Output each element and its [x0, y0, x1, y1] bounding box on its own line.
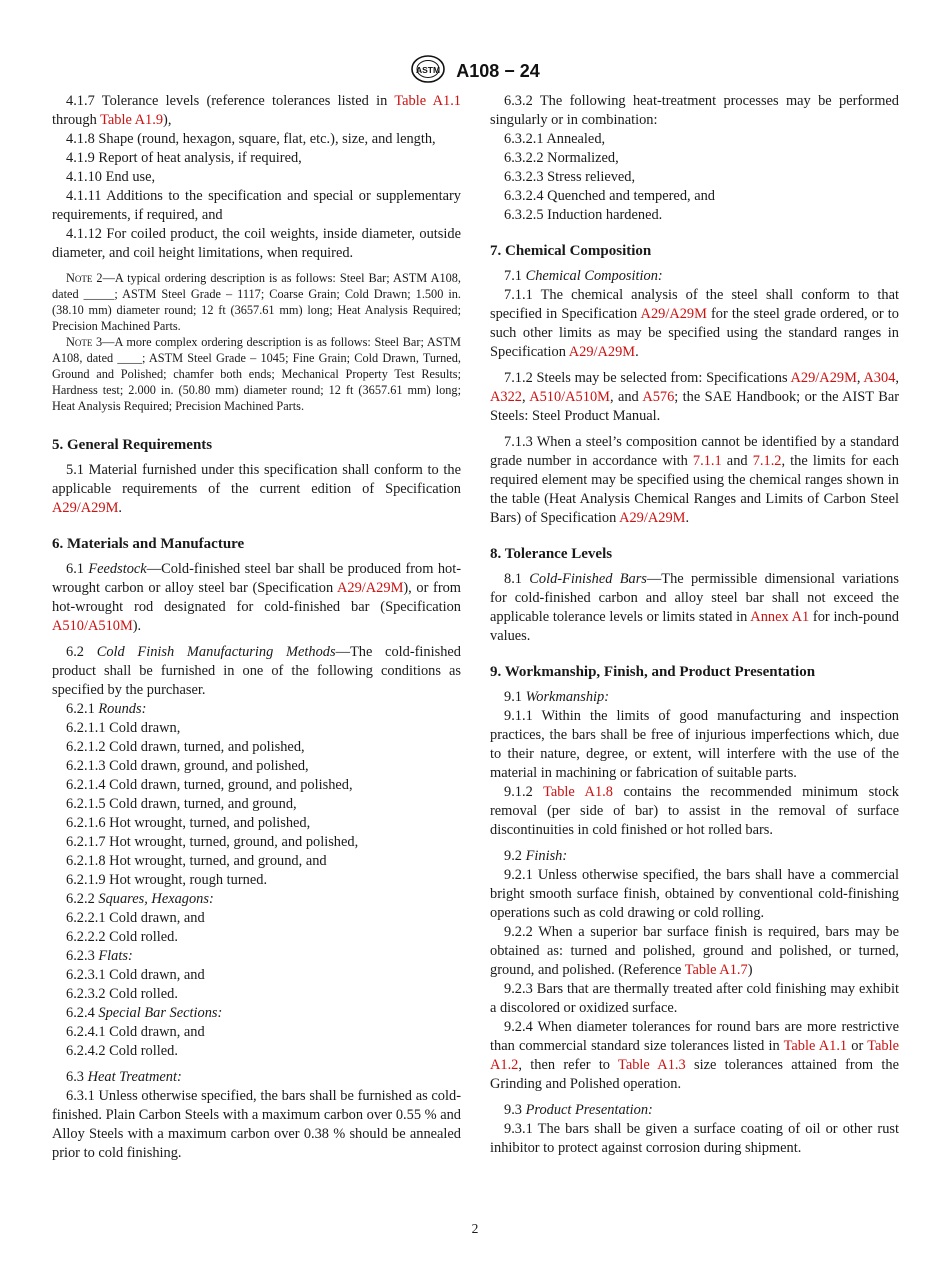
page-header — [0, 54, 950, 89]
link-a29[interactable]: A29/A29M — [568, 344, 636, 360]
clause-6-3: 6.3 Heat Treatment: — [66, 1069, 182, 1085]
svg-text:ASTM: ASTM — [416, 65, 441, 75]
list-item: 6.2.4.2 Cold rolled. — [66, 1043, 178, 1059]
clause-6-2-2: 6.2.2 Squares, Hexagons: — [66, 891, 214, 907]
clause-8-1: 8.1 Cold-Finished Bars—The permissible dimensional variations for cold-finished carbon and alloy steel bar shall not exceed the applicable tolerance levels or limits stated in Annex A1 for inch-pound values. — [490, 571, 899, 644]
section-7-heading: 7. Chemical Composition — [490, 243, 652, 259]
list-item: 6.2.3.1 Cold drawn, and — [66, 967, 205, 983]
note-2: Note 2—A typical ordering description is as follows: Steel Bar; ASTM A108, dated _____; ASTM Steel Grade – 1117; Coarse Grain; Cold Drawn; 1.500 in. (38.10 mm) diameter round; 12 ft (3657.61 mm) long; Heat Analysis Required; Precision Machined Parts. — [52, 271, 461, 333]
list-item: 6.2.1.8 Hot wrought, turned, and ground, and — [66, 853, 327, 869]
list-item: 6.3.2.3 Stress relieved, — [504, 169, 636, 185]
list-item: 6.3.2.5 Induction hardened. — [504, 207, 663, 223]
section-6-heading: 6. Materials and Manufacture — [52, 536, 245, 552]
list-item: 6.2.1.4 Cold drawn, turned, ground, and polished, — [66, 777, 353, 793]
clause-4-1-7: 4.1.7 Tolerance levels (reference tolerances listed in Table A1.1 through Table A1.9), — [52, 93, 462, 128]
right-column — [490, 92, 899, 1158]
link-7-1-1[interactable]: 7.1.1 — [692, 453, 722, 469]
list-item: 6.2.1.7 Hot wrought, turned, ground, and polished, — [66, 834, 359, 850]
list-item: 6.2.2.2 Cold rolled. — [66, 929, 178, 945]
list-item: 6.2.1.2 Cold drawn, turned, and polished, — [66, 739, 305, 755]
link-a29[interactable]: A29/A29M — [337, 580, 404, 596]
document-designation: A108 − 24 — [456, 61, 540, 81]
clause-9-2-4: 9.2.4 When diameter tolerances for round bars are more restrictive than commercial standard size tolerances listed in Table A1.1 or Table A1.2, then refer to Table A1.3 size tolerances attained from the Grinding and Polished operation. — [490, 1019, 899, 1092]
left-column — [52, 92, 461, 1163]
list-item: 6.3.2.1 Annealed, — [504, 131, 606, 147]
clause-6-2: 6.2 Cold Finish Manufacturing Methods—The cold-finished product shall be furnished in one of the following conditions as specified by the purchaser. — [52, 644, 461, 698]
clause-7-1-2: 7.1.2 Steels may be selected from: Specifications A29/A29M, A304, A322, A510/A510M, and A576; the SAE Handbook; or the AIST Bar Steels: Steel Product Manual. — [490, 370, 899, 424]
section-9-heading: 9. Workmanship, Finish, and Product Presentation — [490, 664, 816, 680]
clause-4-1-8: 4.1.8 Shape (round, hexagon, square, flat, etc.), size, and length, — [66, 131, 436, 147]
clause-4-1-9: 4.1.9 Report of heat analysis, if required, — [66, 150, 302, 166]
clause-9-2: 9.2 Finish: — [504, 848, 568, 864]
note-3: Note 3—A more complex ordering description is as follows: Steel Bar; ASTM A108, dated ____; ASTM Steel Grade – 1045; Fine Grain; Cold Drawn, Turned, Ground and Polished; chamfer both ends; Mechanical Property Test Results; Hardness test; 2.000 in. (50.80 mm) diameter round; 12 ft (3657.61 mm) long; Heat Analysis Required; Precision Machined Parts. — [52, 335, 461, 413]
clause-9-1-2: 9.1.2 Table A1.8 contains the recommended minimum stock removal (per side of bar) to assist in the removal of surface discontinuities in cold finished or hot rolled bars. — [490, 784, 899, 838]
list-item: 6.2.4.1 Cold drawn, and — [66, 1024, 205, 1040]
link-a510[interactable]: A510/A510M — [529, 389, 610, 405]
link-a576[interactable]: A576 — [642, 389, 675, 405]
page-number: 2 — [471, 1221, 479, 1236]
link-table-a1-3[interactable]: Table A1.3 — [618, 1057, 686, 1073]
link-table-a1-7[interactable]: Table A1.7 — [684, 962, 748, 978]
link-table-a1-2[interactable]: Table A1.2 — [490, 1038, 899, 1073]
clause-4-1-12: 4.1.12 For coiled product, the coil weights, inside diameter, outside diameter, and coil height limitations, when required. — [52, 226, 461, 261]
link-a304[interactable]: A304 — [863, 370, 896, 386]
link-7-1-2[interactable]: 7.1.2 — [752, 453, 782, 469]
list-item: 6.2.1.6 Hot wrought, turned, and polished, — [66, 815, 311, 831]
astm-logo-icon — [410, 54, 446, 89]
list-item: 6.2.3.2 Cold rolled. — [66, 986, 178, 1002]
clause-5-1: 5.1 Material furnished under this specification shall conform to the applicable requirements of the current edition of Specification A29/A29M. — [52, 462, 461, 516]
clause-9-2-1: 9.2.1 Unless otherwise specified, the bars shall have a commercial bright smooth surface finish, obtained by conventional cold-finishing operations such as cold drawing or cold rolling. — [490, 867, 899, 921]
clause-7-1-1: 7.1.1 The chemical analysis of the steel shall conform to that specified in Specification A29/A29M for the steel grade ordered, or to such other limits as may be specified using the standard ranges in Specification A29/A29M. — [490, 287, 899, 360]
clause-6-1: 6.1 Feedstock—Cold-finished steel bar shall be produced from hot-wrought carbon or alloy steel bar (Specification A29/A29M), or from hot-wrought rod designated for cold-finished bar (Specification A510/A510M). — [52, 561, 461, 634]
link-annex-a1[interactable]: Annex A1 — [750, 609, 810, 625]
clause-6-3-2: 6.3.2 The following heat-treatment processes may be performed singularly or in combination: — [490, 93, 899, 128]
clause-9-3-1: 9.3.1 The bars shall be given a surface coating of oil or other rust inhibitor to protect against corrosion during shipment. — [490, 1121, 899, 1156]
section-8-heading: 8. Tolerance Levels — [490, 546, 613, 562]
list-item: 6.3.2.2 Normalized, — [504, 150, 619, 166]
link-table-a1-1[interactable]: Table A1.1 — [783, 1038, 848, 1054]
list-item: 6.2.1.9 Hot wrought, rough turned. — [66, 872, 268, 888]
link-table-a1-9[interactable]: Table A1.9 — [100, 112, 164, 128]
clause-9-2-3: 9.2.3 Bars that are thermally treated after cold finishing may exhibit a discolored or oxidized surface. — [490, 981, 899, 1016]
list-item: 6.2.2.1 Cold drawn, and — [66, 910, 205, 926]
clause-9-1: 9.1 Workmanship: — [504, 689, 610, 705]
clause-6-2-3: 6.2.3 Flats: — [66, 948, 133, 964]
list-item: 6.2.1.3 Cold drawn, ground, and polished, — [66, 758, 309, 774]
clause-6-2-1: 6.2.1 Rounds: — [66, 701, 147, 717]
section-5-heading: 5. General Requirements — [52, 437, 213, 453]
link-table-a1-1[interactable]: Table A1.1 — [394, 93, 462, 109]
clause-6-2-4: 6.2.4 Special Bar Sections: — [66, 1005, 223, 1021]
clause-7-1-3: 7.1.3 When a steel’s composition cannot be identified by a standard grade number in accordance with 7.1.1 and 7.1.2, the limits for each required element may be specified using the chemical ranges shown in the table (Heat Analysis Chemical Ranges and Limits of Carbon Steel Bars) of Specification A29/A29M. — [490, 434, 899, 526]
clause-6-3-1: 6.3.1 Unless otherwise specified, the bars shall be furnished as cold-finished. Plain Carbon Steels with a maximum carbon over 0.55 % and Alloy Steels with a maximum carbon over 0.38 % should be annealed prior to cold finishing. — [52, 1088, 461, 1161]
clause-4-1-11: 4.1.11 Additions to the specification and special or supplementary requirements, if required, and — [52, 188, 461, 223]
link-a29[interactable]: A29/A29M — [640, 306, 707, 322]
clause-9-2-2: 9.2.2 When a superior bar surface finish is required, bars may be obtained as: turned and polished, ground and polished, or turned, ground, and polished. (Reference Table A1.7) — [490, 924, 899, 978]
clause-7-1: 7.1 Chemical Composition: — [504, 268, 663, 284]
list-item: 6.2.1.1 Cold drawn, — [66, 720, 181, 736]
link-a29[interactable]: A29/A29M — [619, 510, 686, 526]
list-item: 6.2.1.5 Cold drawn, turned, and ground, — [66, 796, 297, 812]
clause-9-3: 9.3 Product Presentation: — [504, 1102, 653, 1118]
link-a29[interactable]: A29/A29M — [790, 370, 857, 386]
link-a322[interactable]: A322 — [490, 389, 522, 405]
link-table-a1-8[interactable]: Table A1.8 — [543, 784, 613, 800]
clause-4-1-10: 4.1.10 End use, — [66, 169, 156, 185]
link-a510[interactable]: A510/A510M — [52, 618, 133, 634]
clause-9-1-1: 9.1.1 Within the limits of good manufacturing and inspection practices, the bars shall be free of injurious imperfections which, due to their nature, degree, or extent, will interfere with the use of the material in machining or fabrication of suitable parts. — [490, 708, 899, 781]
list-item: 6.3.2.4 Quenched and tempered, and — [504, 188, 715, 204]
link-a29[interactable]: A29/A29M — [52, 500, 119, 516]
